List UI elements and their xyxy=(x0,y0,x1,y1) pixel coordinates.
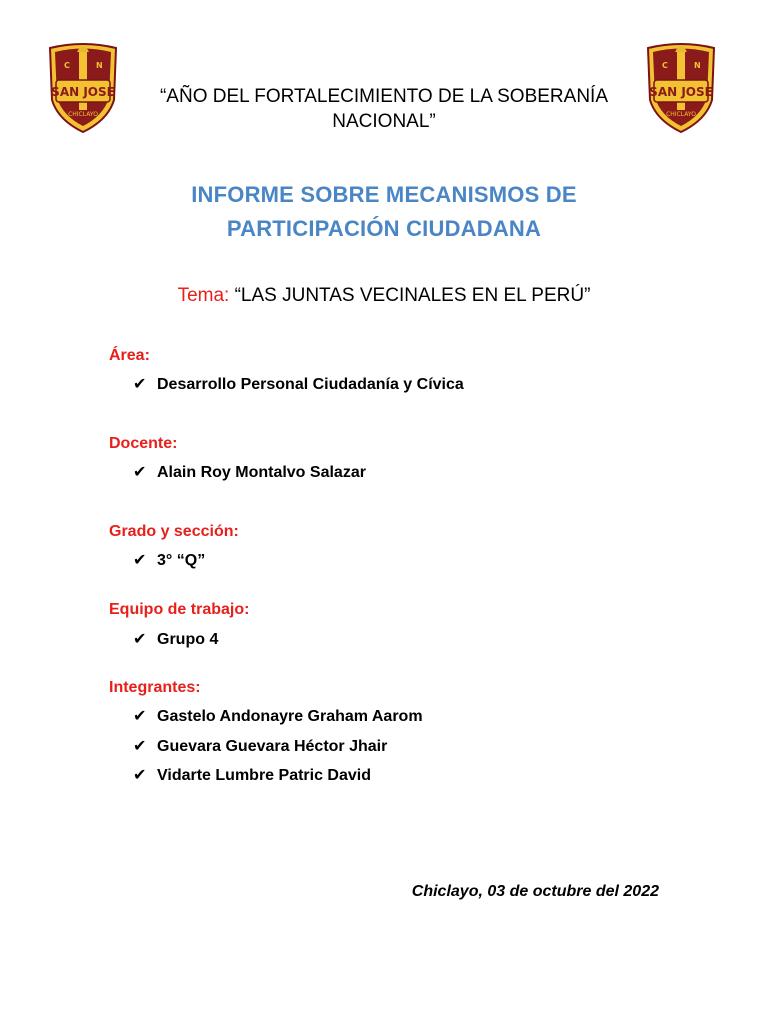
equipo-item-text: Grupo 4 xyxy=(157,631,219,648)
report-title xyxy=(100,178,668,246)
school-crest-left-icon xyxy=(44,38,122,136)
svg-text:N: N xyxy=(96,61,103,70)
integrantes-label: Integrantes: xyxy=(109,679,201,696)
year-motto-line2: NACIONAL” xyxy=(332,111,436,132)
svg-text:CHICLAYO: CHICLAYO xyxy=(68,111,98,118)
docente-item xyxy=(133,463,366,483)
integrante-item xyxy=(133,737,387,757)
area-label: Área: xyxy=(109,347,150,364)
report-title-line2: PARTICIPACIÓN CIUDADANA xyxy=(226,216,542,241)
grado-label: Grado y sección: xyxy=(109,523,239,540)
svg-text:C: C xyxy=(662,61,668,70)
svg-text:SAN JOSE: SAN JOSE xyxy=(51,85,115,99)
integrante-item-text: Vidarte Lumbre Patric David xyxy=(157,767,371,784)
theme-label: Tema: xyxy=(177,285,230,306)
svg-text:SAN JOSE: SAN JOSE xyxy=(649,85,713,99)
svg-text:C: C xyxy=(64,61,70,70)
docente-item-text: Alain Roy Montalvo Salazar xyxy=(157,464,366,481)
area-item xyxy=(133,375,464,395)
integrante-item-text: Guevara Guevara Héctor Jhair xyxy=(157,738,388,755)
area-item-text: Desarrollo Personal Ciudadanía y Cívica xyxy=(157,376,464,393)
check-icon: ✔ xyxy=(133,767,147,784)
report-title-line1: INFORME SOBRE MECANISMOS DE xyxy=(191,182,577,207)
integrante-item xyxy=(133,766,371,786)
docente-label: Docente: xyxy=(109,435,178,452)
svg-text:CHICLAYO: CHICLAYO xyxy=(666,111,696,118)
integrante-item-text: Gastelo Andonayre Graham Aarom xyxy=(157,708,423,725)
school-crest-right-icon xyxy=(642,38,720,136)
check-icon: ✔ xyxy=(133,376,147,393)
check-icon: ✔ xyxy=(133,738,147,755)
check-icon: ✔ xyxy=(133,631,147,648)
check-icon: ✔ xyxy=(133,552,147,569)
check-icon: ✔ xyxy=(133,464,147,481)
grado-item xyxy=(133,551,205,571)
svg-text:N: N xyxy=(694,61,701,70)
theme-line xyxy=(60,284,708,308)
date-line: Chiclayo, 03 de octubre del 2022 xyxy=(411,883,659,900)
year-motto xyxy=(128,84,640,134)
theme-value: “LAS JUNTAS VECINALES EN EL PERÚ” xyxy=(234,285,591,306)
grado-item-text: 3° “Q” xyxy=(157,552,206,569)
integrante-item xyxy=(133,707,423,727)
year-motto-line1: “AÑO DEL FORTALECIMIENTO DE LA SOBERANÍA xyxy=(159,86,608,107)
check-icon: ✔ xyxy=(133,708,147,725)
equipo-item xyxy=(133,630,218,650)
equipo-label: Equipo de trabajo: xyxy=(109,601,250,618)
